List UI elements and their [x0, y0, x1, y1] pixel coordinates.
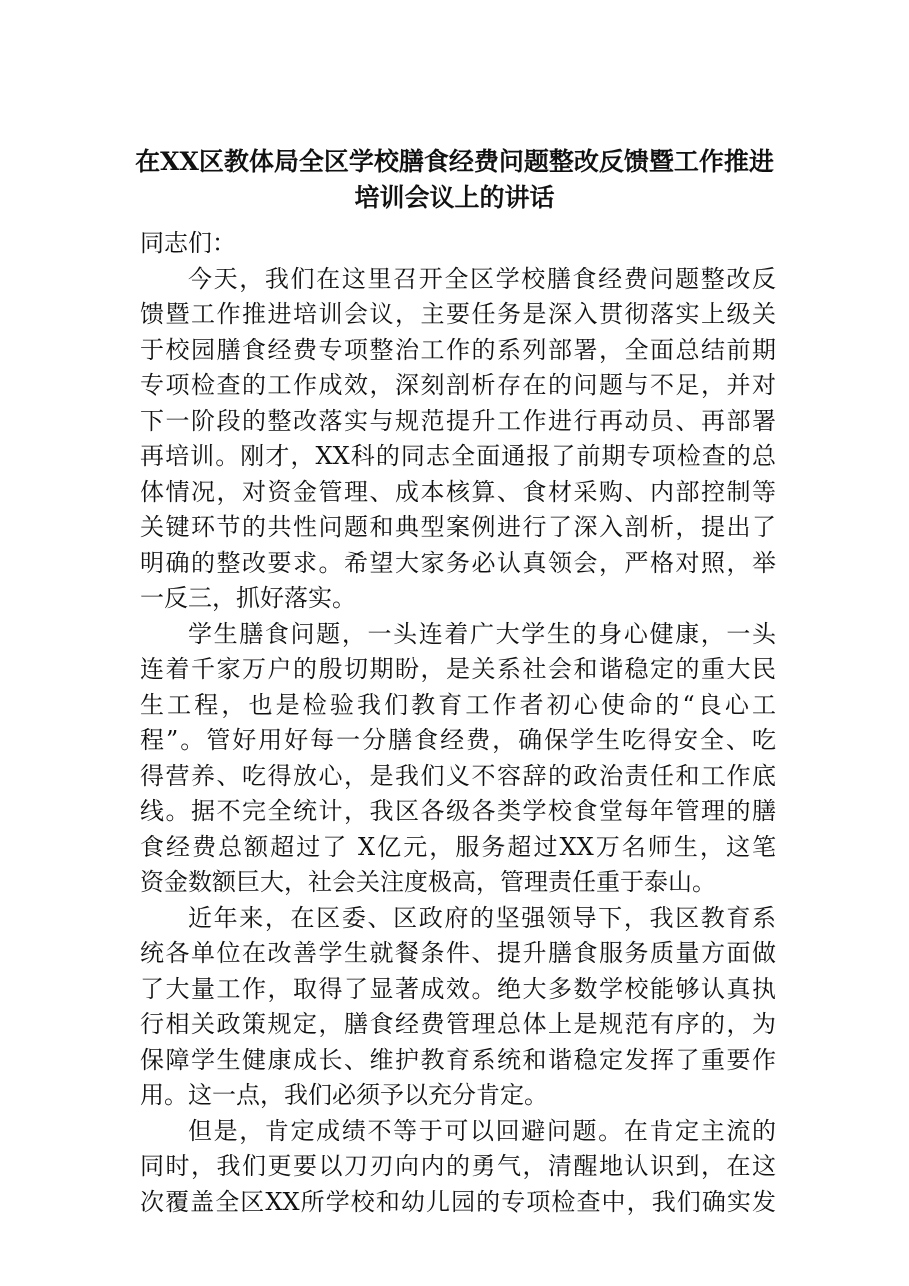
document-title-line-2: 培训会议上的讲话	[354, 183, 555, 212]
text-line: 于校园膳食经费专项整治工作的系列部署，全面总结前期	[140, 335, 776, 364]
text-line: 但是，肯定成绩不等于可以回避问题。在肯定主流的	[188, 1116, 776, 1145]
text-line: 今天，我们在这里召开全区学校膳食经费问题整改反	[188, 264, 776, 293]
text-line: 下一阶段的整改落实与规范提升工作进行再动员、再部署	[140, 406, 776, 435]
text-line: 资金数额巨大，社会关注度极高，管理责任重于泰山。	[140, 868, 716, 896]
text-line: 专项检查的工作成效，深刻剖析存在的问题与不足，并对	[140, 371, 776, 399]
body-lines	[140, 262, 776, 1221]
text-line: 次覆盖全区XX所学校和幼儿园的专项检查中，我们确实发	[140, 1187, 776, 1216]
text-line: 行相关政策规定，膳食经费管理总体上是规范有序的，为	[140, 1010, 776, 1038]
text-line: 生工程，也是检验我们教育工作者初心使命的“良心工	[140, 690, 776, 719]
text-line: 用。这一点，我们必须予以充分肯定。	[140, 1081, 548, 1109]
text-line: 馈暨工作推进培训会议，主要任务是深入贯彻落实上级关	[140, 300, 776, 328]
document-body	[140, 226, 776, 1220]
salutation: 同志们：	[140, 229, 236, 257]
text-line: 连着千家万户的殷切期盼，是关系社会和谐稳定的重大民	[140, 655, 776, 683]
text-line: 程”。管好用好每一分膳食经费，确保学生吃得安全、吃	[140, 726, 776, 754]
text-line: 再培训。刚才，XX科的同志全面通报了前期专项检查的总	[140, 442, 776, 470]
text-line: 线。据不完全统计，我区各级各类学校食堂每年管理的膳	[140, 797, 776, 825]
text-line: 了大量工作，取得了显著成效。绝大多数学校能够认真执	[140, 974, 776, 1003]
text-line: 保障学生健康成长、维护教育系统和谐稳定发挥了重要作	[140, 1045, 776, 1074]
text-line: 统各单位在改善学生就餐条件、提升膳食服务质量方面做	[140, 939, 776, 967]
document-title-line-1: 在XX区教体局全区学校膳食经费问题整改反馈暨工作推进	[135, 147, 774, 176]
text-line: 近年来，在区委、区政府的坚强领导下，我区教育系	[188, 903, 776, 932]
text-line: 学生膳食问题，一头连着广大学生的身心健康，一头	[188, 619, 776, 648]
text-line: 一反三，抓好落实。	[140, 584, 356, 612]
text-line: 得营养、吃得放心，是我们义不容辞的政治责任和工作底	[140, 761, 776, 790]
text-line: 明确的整改要求。希望大家务必认真领会，严格对照，举	[140, 548, 776, 577]
text-line: 食经费总额超过了 X亿元，服务超过XX万名师生，这笔	[140, 832, 776, 861]
text-line: 体情况，对资金管理、成本核算、食材采购、内部控制等	[140, 477, 776, 506]
text-line: 同时，我们更要以刀刃向内的勇气，清醒地认识到，在这	[140, 1152, 776, 1180]
text-line: 关键环节的共性问题和典型案例进行了深入剖析，提出了	[140, 513, 776, 541]
